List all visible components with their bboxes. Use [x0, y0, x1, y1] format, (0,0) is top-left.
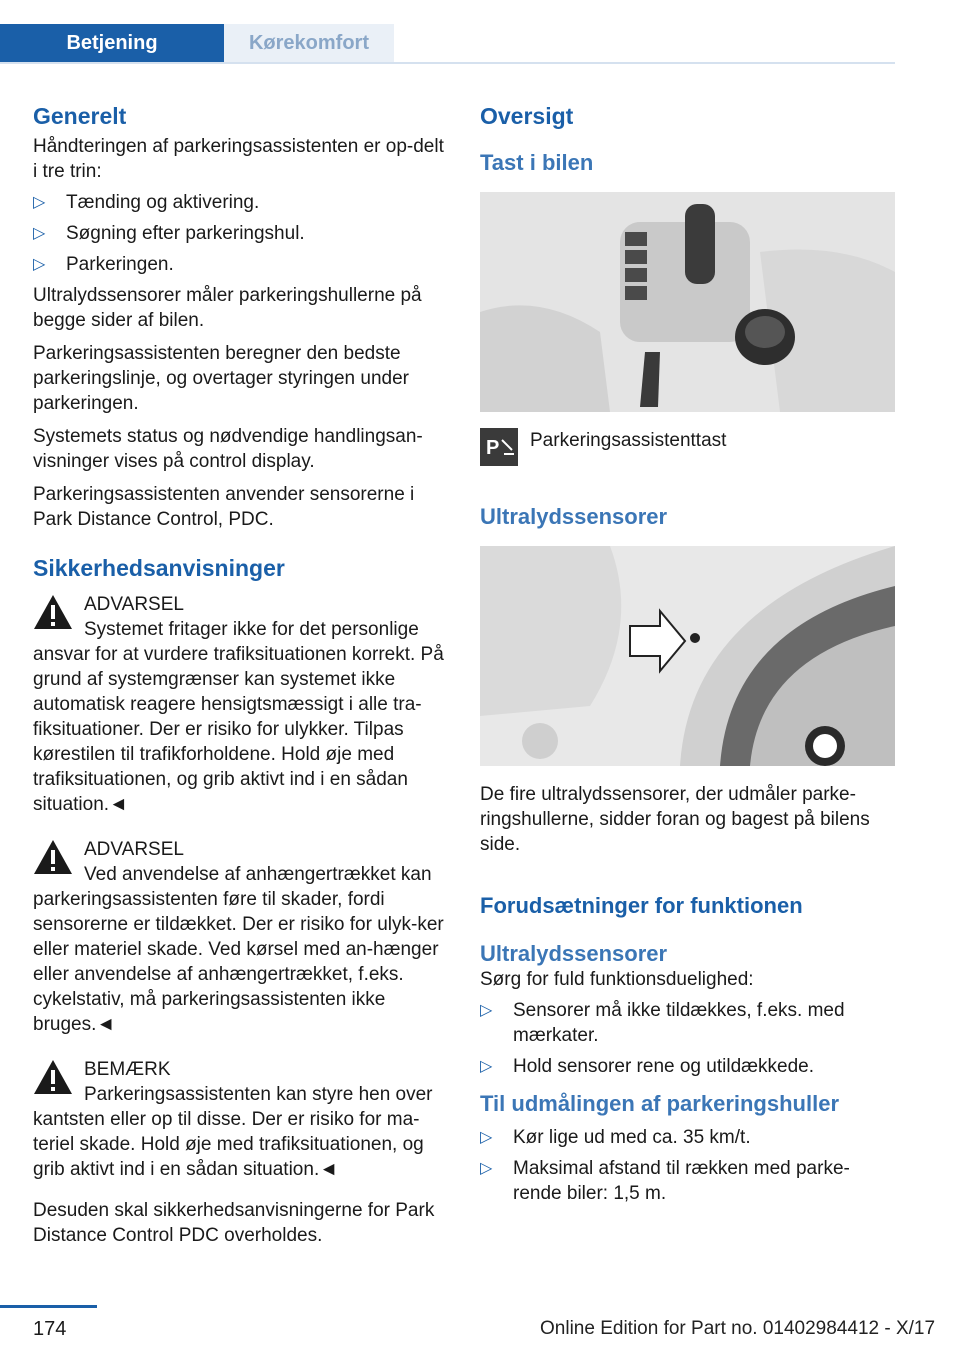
warning-text: Ved anvendelse af anhængertrækket kan parkeringsassistenten føre til skader, fordi sensorerne er tildækket. Der er risiko for ulyk-ker eller materiel skade. Ved kørsel med an-hænger eller anvendelse af anhængertrækket, f.eks. cykelstativ, må parkeringsassistenten ikke bruges.◄	[33, 864, 444, 1035]
paragraph-sorg: Sørg for fuld funktionsduelighed:	[480, 969, 754, 990]
heading-udmaaling: Til udmålingen af parkeringshuller	[480, 1091, 840, 1116]
warning-text: Systemet fritager ikke for det personlige ansvar for at vurdere trafiksituationen korrekt. På grund af systemgrænser kan systemet ikke automatisk reagere hensigtsmæssigt i alle tra-fiksituationer. Der er risiko for ulykker. Tilpas kørestilen til trafikforholdene. Hold øje med trafiksituationen, og grib aktivt ind i en sådan situation.◄	[33, 619, 444, 815]
heading-ultralyd: Ultralydssensorer	[480, 504, 668, 529]
list-item: ▷ Tænding og aktivering.	[33, 192, 260, 213]
heading-ultralyd-2: Ultralydssensorer	[480, 941, 668, 966]
warning-block-1	[33, 590, 451, 817]
steps-list	[33, 190, 451, 277]
warning-label: ADVARSEL	[84, 594, 184, 615]
notice-label: BEMÆRK	[84, 1059, 171, 1080]
button-legend	[480, 428, 896, 466]
paragraph-pdc-notice: Desuden skal sikkerhedsanvisningerne for Park Distance Control PDC overholdes.	[33, 1200, 435, 1246]
tab-betjening[interactable]: Betjening	[0, 24, 224, 62]
tab-korekomfort[interactable]: Kørekomfort	[224, 24, 394, 62]
warning-block-2	[33, 835, 451, 1037]
triangle-bullet-icon: ▷	[480, 1058, 493, 1075]
list-item: ▷ Hold sensorer rene og utildækkede.	[480, 1056, 815, 1077]
paragraph-status: Systemets status og nødvendige handlingsan-visninger vises på control display.	[33, 426, 423, 472]
heading-sikkerhed: Sikkerhedsanvisninger	[33, 555, 285, 581]
list-item: ▷ Sensorer må ikke tildækkes, f.eks. med mærkater.	[480, 1000, 845, 1046]
paragraph-sensors: Ultralydssensorer måler parkeringshullerne på begge sider af bilen.	[33, 285, 422, 331]
sensor-photo	[480, 546, 895, 766]
triangle-bullet-icon: ▷	[33, 256, 46, 273]
list-item: ▷ Maksimal afstand til rækken med parke-rende biler: 1,5 m.	[480, 1158, 850, 1204]
heading-oversigt: Oversigt	[480, 103, 574, 129]
heading-forudsaetninger: Forudsætninger for funktionen	[480, 893, 803, 918]
intro-paragraph: Håndteringen af parkeringsassistenten er op-delt i tre trin:	[33, 136, 444, 182]
button-legend-label: Parkeringsassistenttast	[530, 430, 727, 451]
triangle-bullet-icon: ▷	[33, 225, 46, 242]
notice-triangle-icon	[33, 1059, 73, 1095]
requirements-list	[480, 998, 896, 1079]
paragraph-sensor-location: De fire ultralydssensorer, der udmåler parke-ringshullerne, sidder foran og bagest på bilens side.	[480, 784, 870, 855]
chapter-tabs	[0, 24, 895, 64]
page-number: 174	[33, 1318, 67, 1340]
triangle-bullet-icon: ▷	[480, 1129, 493, 1146]
left-column	[33, 100, 451, 1248]
list-item: ▷ Søgning efter parkeringshul.	[33, 223, 305, 244]
edition-text: Online Edition for Part no. 01402984412 - X/17	[540, 1318, 936, 1339]
triangle-bullet-icon: ▷	[33, 194, 46, 211]
measurement-list	[480, 1125, 896, 1206]
heading-generelt: Generelt	[33, 103, 127, 129]
right-column	[480, 100, 896, 1212]
console-photo	[480, 192, 895, 412]
footer-rule	[0, 1305, 97, 1308]
notice-block	[33, 1055, 451, 1182]
notice-text: Parkeringsassistenten kan styre hen over kantsten eller op til disse. Der er risiko for ma-teriel skade. Hold øje med trafiksituationen, og grib aktivt ind i en sådan situation.◄	[33, 1084, 433, 1180]
heading-tast: Tast i bilen	[480, 150, 594, 175]
triangle-bullet-icon: ▷	[480, 1160, 493, 1177]
warning-triangle-icon	[33, 594, 73, 630]
svg-text:P: P	[486, 437, 500, 459]
parking-assistant-button-icon	[480, 428, 518, 466]
warning-triangle-icon	[33, 839, 73, 875]
paragraph-pdc: Parkeringsassistenten anvender sensorerne i Park Distance Control, PDC.	[33, 484, 415, 530]
warning-label: ADVARSEL	[84, 839, 184, 860]
triangle-bullet-icon: ▷	[480, 1002, 493, 1019]
list-item: ▷ Parkeringen.	[33, 254, 174, 275]
list-item: ▷ Kør lige ud med ca. 35 km/t.	[480, 1127, 751, 1148]
paragraph-calculation: Parkeringsassistenten beregner den bedste parkeringslinje, og overtager styringen under parkeringen.	[33, 343, 409, 414]
